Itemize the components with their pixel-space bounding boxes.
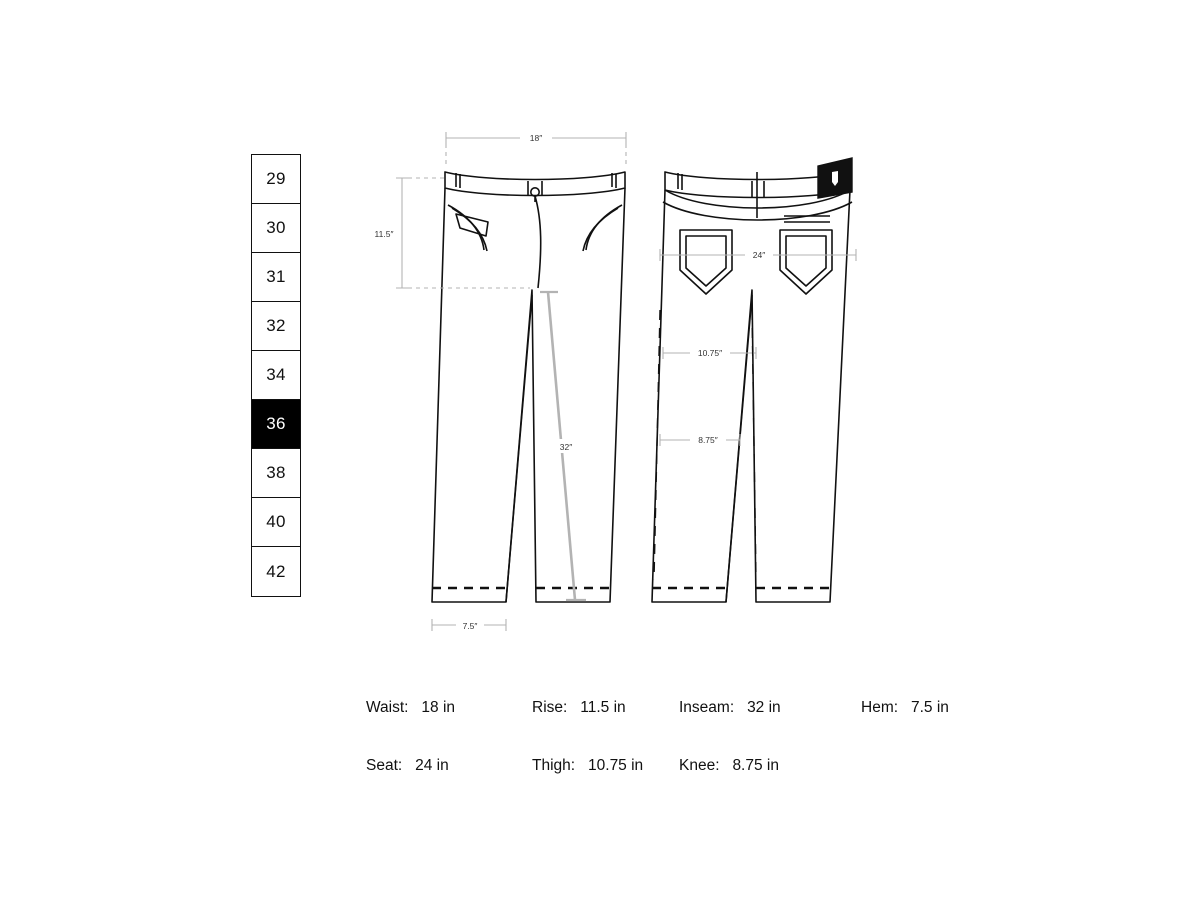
knee-callout: 8.75″ [698, 435, 718, 445]
measurement-inseam-value: 32 in [747, 699, 781, 716]
front-view-garment [432, 172, 625, 602]
size-selector[interactable] [251, 154, 301, 597]
size-option-38[interactable] [252, 449, 300, 498]
measurement-thigh [532, 757, 643, 775]
size-option-30[interactable] [252, 204, 300, 253]
measurement-waist-label: Waist: [366, 699, 418, 716]
size-option-label: 30 [266, 218, 286, 237]
measurement-seat-value: 24 in [415, 757, 449, 774]
measurement-knee-label: Knee: [679, 757, 729, 774]
measurement-waist-value: 18 in [421, 699, 456, 716]
size-option-label: 40 [266, 512, 286, 531]
measurement-knee [679, 757, 779, 775]
size-option-32[interactable] [252, 302, 300, 351]
measurement-hem-value: 7.5 in [910, 699, 949, 716]
front-view-dimension-labels [375, 130, 578, 632]
measurement-hem [861, 699, 949, 717]
size-option-label: 32 [266, 316, 286, 335]
measurement-thigh-label: Thigh: [532, 757, 584, 774]
measurement-knee-value: 8.75 in [732, 757, 779, 774]
size-option-label: 34 [266, 365, 286, 384]
size-option-36-selected[interactable] [252, 400, 300, 449]
brand-tab-patch [818, 158, 852, 198]
thigh-callout: 10.75″ [697, 348, 723, 358]
size-option-29[interactable] [252, 155, 300, 204]
size-option-34[interactable] [252, 351, 300, 400]
measurement-waist [366, 699, 455, 717]
measurement-seat-label: Seat: [366, 757, 411, 774]
size-option-label: 38 [266, 463, 286, 482]
measurement-rise-value: 11.5 in [580, 699, 626, 716]
back-view-garment [652, 172, 852, 602]
measurement-inseam [679, 699, 781, 717]
size-option-40[interactable] [252, 498, 300, 547]
measurement-inseam-label: Inseam: [679, 699, 743, 716]
size-option-31[interactable] [252, 253, 300, 302]
size-option-label: 31 [266, 267, 286, 286]
size-option-42[interactable] [252, 547, 300, 596]
measurement-rise [532, 699, 626, 717]
measurement-hem-label: Hem: [861, 699, 907, 716]
jeans-technical-drawing [360, 110, 920, 670]
front-view-dimensions [396, 132, 626, 631]
measurement-rise-label: Rise: [532, 699, 576, 716]
waist-callout: 18″ [529, 133, 543, 143]
hem-callout: 7.5″ [462, 621, 478, 631]
measurement-thigh-value: 10.75 in [588, 757, 644, 774]
size-option-label: 36 [266, 414, 286, 433]
measurement-seat [366, 757, 449, 775]
seat-callout: 24″ [752, 250, 766, 260]
size-option-label: 42 [266, 561, 286, 581]
back-view-dimension-labels [690, 247, 773, 446]
size-option-label: 29 [266, 169, 286, 188]
inseam-callout: 32″ [559, 442, 573, 452]
rise-callout: 11.5″ [374, 229, 394, 239]
